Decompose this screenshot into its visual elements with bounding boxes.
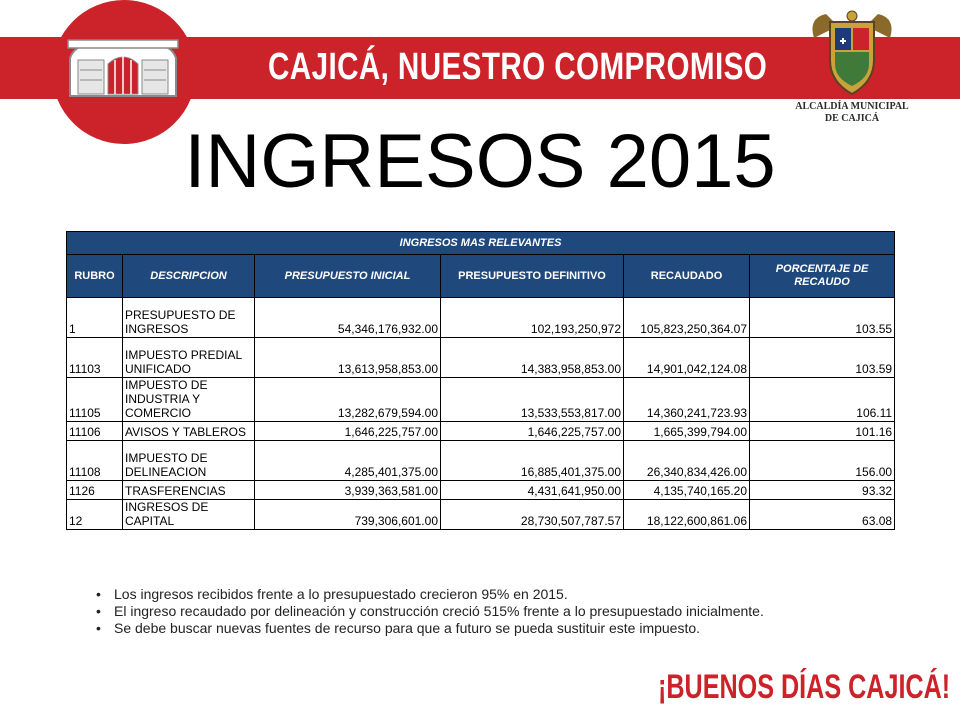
gate-icon <box>60 30 184 100</box>
cell-porcentaje: 103.59 <box>750 338 895 378</box>
banner-title: CAJICÁ, NUESTRO COMPROMISO <box>268 46 768 88</box>
table-row <box>67 481 895 500</box>
income-table <box>66 231 895 530</box>
col-header-presupuesto-inicial: PRESUPUESTO INICIAL <box>255 255 441 298</box>
cell-porcentaje: 156.00 <box>750 441 895 481</box>
table-row <box>67 500 895 530</box>
cell-presupuesto-inicial: 3,939,363,581.00 <box>255 481 441 500</box>
cell-presupuesto-inicial: 54,346,176,932.00 <box>255 298 441 338</box>
note-text: Los ingresos recibidos frente a lo presupuestado crecieron 95% en 2015. <box>114 586 568 602</box>
cell-presupuesto-definitivo: 13,533,553,817.00 <box>441 378 624 422</box>
cell-presupuesto-definitivo: 14,383,958,853.00 <box>441 338 624 378</box>
note-item <box>96 586 764 603</box>
table-caption: INGRESOS MAS RELEVANTES <box>67 232 895 255</box>
note-item <box>96 603 764 620</box>
cell-descripcion: TRASFERENCIAS <box>123 481 255 500</box>
col-header-recaudado: RECAUDADO <box>624 255 750 298</box>
notes-list <box>96 586 764 637</box>
cell-recaudado: 14,360,241,723.93 <box>624 378 750 422</box>
cell-presupuesto-inicial: 13,613,958,853.00 <box>255 338 441 378</box>
bullet-icon: • <box>96 620 101 636</box>
table-row <box>67 378 895 422</box>
crest-caption-line1: ALCALDÍA MUNICIPAL <box>795 101 909 112</box>
cell-recaudado: 105,823,250,364.07 <box>624 298 750 338</box>
cell-presupuesto-inicial: 4,285,401,375.00 <box>255 441 441 481</box>
cell-presupuesto-inicial: 13,282,679,594.00 <box>255 378 441 422</box>
table-row <box>67 422 895 441</box>
cell-rubro: 12 <box>67 500 123 530</box>
cell-descripcion: AVISOS Y TABLEROS <box>123 422 255 441</box>
cell-rubro: 1 <box>67 298 123 338</box>
cell-descripcion: IMPUESTO PREDIAL UNIFICADO <box>123 338 255 378</box>
table-row <box>67 338 895 378</box>
cell-recaudado: 1,665,399,794.00 <box>624 422 750 441</box>
col-header-descripcion: DESCRIPCION <box>123 255 255 298</box>
page-title: INGRESOS 2015 <box>184 119 776 204</box>
crest-caption-line2: DE CAJICÁ <box>824 113 880 124</box>
cell-porcentaje: 103.55 <box>750 298 895 338</box>
cell-rubro: 1126 <box>67 481 123 500</box>
cell-rubro: 11105 <box>67 378 123 422</box>
note-item <box>96 620 764 637</box>
cell-porcentaje: 93.32 <box>750 481 895 500</box>
cell-porcentaje: 63.08 <box>750 500 895 530</box>
cell-recaudado: 18,122,600,861.06 <box>624 500 750 530</box>
cell-recaudado: 4,135,740,165.20 <box>624 481 750 500</box>
cell-descripcion: INGRESOS DE CAPITAL <box>123 500 255 530</box>
cell-descripcion: PRESUPUESTO DE INGRESOS <box>123 298 255 338</box>
cell-presupuesto-definitivo: 102,193,250,972 <box>441 298 624 338</box>
col-header-rubro: RUBRO <box>67 255 123 298</box>
cell-presupuesto-inicial: 739,306,601.00 <box>255 500 441 530</box>
municipal-crest-icon <box>808 8 896 104</box>
cell-presupuesto-definitivo: 16,885,401,375.00 <box>441 441 624 481</box>
cell-presupuesto-definitivo: 1,646,225,757.00 <box>441 422 624 441</box>
note-text: El ingreso recaudado por delineación y construcción creció 515% frente a lo presupuestado inicialmente. <box>114 603 764 619</box>
cell-descripcion: IMPUESTO DE INDUSTRIA Y COMERCIO <box>123 378 255 422</box>
cell-presupuesto-inicial: 1,646,225,757.00 <box>255 422 441 441</box>
footer-slogan: ¡BUENOS DÍAS CAJICÁ! <box>658 668 951 706</box>
cell-rubro: 11103 <box>67 338 123 378</box>
cell-presupuesto-definitivo: 28,730,507,787.57 <box>441 500 624 530</box>
bullet-icon: • <box>96 586 101 602</box>
bullet-icon: • <box>96 603 101 619</box>
note-text: Se debe buscar nuevas fuentes de recurso para que a futuro se pueda sustituir este impuesto. <box>114 620 701 636</box>
cell-porcentaje: 106.11 <box>750 378 895 422</box>
cell-recaudado: 26,340,834,426.00 <box>624 441 750 481</box>
cell-descripcion: IMPUESTO DE DELINEACION <box>123 441 255 481</box>
cell-porcentaje: 101.16 <box>750 422 895 441</box>
table-row <box>67 441 895 481</box>
cell-rubro: 11108 <box>67 441 123 481</box>
cell-rubro: 11106 <box>67 422 123 441</box>
col-header-porcentaje: PORCENTAJE DE RECAUDO <box>750 255 895 298</box>
table-row <box>67 298 895 338</box>
cell-presupuesto-definitivo: 4,431,641,950.00 <box>441 481 624 500</box>
cell-recaudado: 14,901,042,124.08 <box>624 338 750 378</box>
col-header-presupuesto-definitivo: PRESUPUESTO DEFINITIVO <box>441 255 624 298</box>
